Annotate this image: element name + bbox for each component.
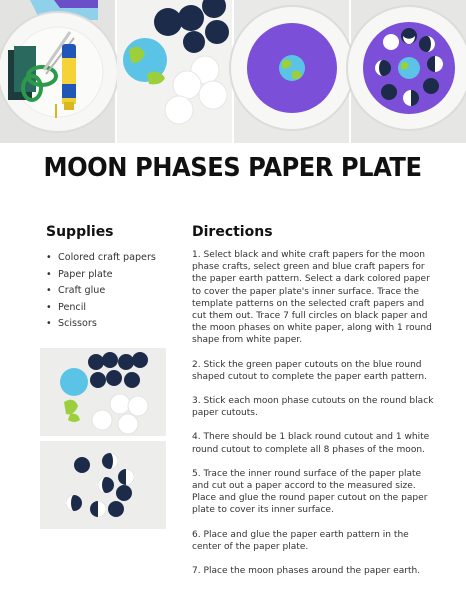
photo-plate-complete [351,0,466,143]
supplies-heading: Supplies [46,224,114,240]
supply-item: • Scissors [46,316,156,333]
photo-moon-phases [40,441,166,529]
direction-step: 5. Trace the inner round surface of the paper plate and cut out a paper accord to the measured size. Place and glue the round paper cutout on the paper plate to cover its inner surface. [192,468,428,516]
supply-item: • Craft glue [46,283,156,300]
plate-complete-illustration [351,0,466,143]
photo-strip [0,0,465,143]
supply-item: • Pencil [46,300,156,317]
photo-supplies [0,0,115,143]
supplies-illustration [0,0,115,143]
supplies-list [46,250,156,333]
supply-item: • Colored craft papers [46,250,156,267]
direction-step: 1. Select black and white craft papers for the moon phase crafts, select green and blue craft papers for the paper earth pattern. Select a dark colored paper to cover the paper plate's inner surface. Trace the template patterns on the selected craft papers and cut them out. Trace 7 full circles on black paper and the moon phases on white paper, along with 1 round shape from white paper. [192,250,432,346]
direction-step: 6. Place and glue the paper earth pattern in the center of the paper plate. [192,529,409,552]
directions-list [192,249,438,589]
earth-moons-illustration [40,348,166,436]
plate-earth-illustration [234,0,349,143]
photo-cutouts [117,0,232,143]
direction-step: 4. There should be 1 black round cutout and 1 white round cutout to complete all 8 phases of the moon. [192,432,430,455]
cutouts-illustration [117,0,232,143]
direction-step: 2. Stick the green paper cutouts on the blue round shaped cutout to complete the paper earth pattern. [192,359,427,382]
directions-heading: Directions [192,224,273,240]
direction-step: 7. Place the moon phases around the paper earth. [192,566,421,577]
page-title: MOON PHASES PAPER PLATE [43,153,422,183]
moon-phases-illustration [40,441,166,529]
photo-earth-moons [40,348,166,436]
supply-item: • Paper plate [46,267,156,284]
direction-step: 3. Stick each moon phase cutouts on the round black paper cutouts. [192,396,434,419]
photo-plate-earth [234,0,349,143]
